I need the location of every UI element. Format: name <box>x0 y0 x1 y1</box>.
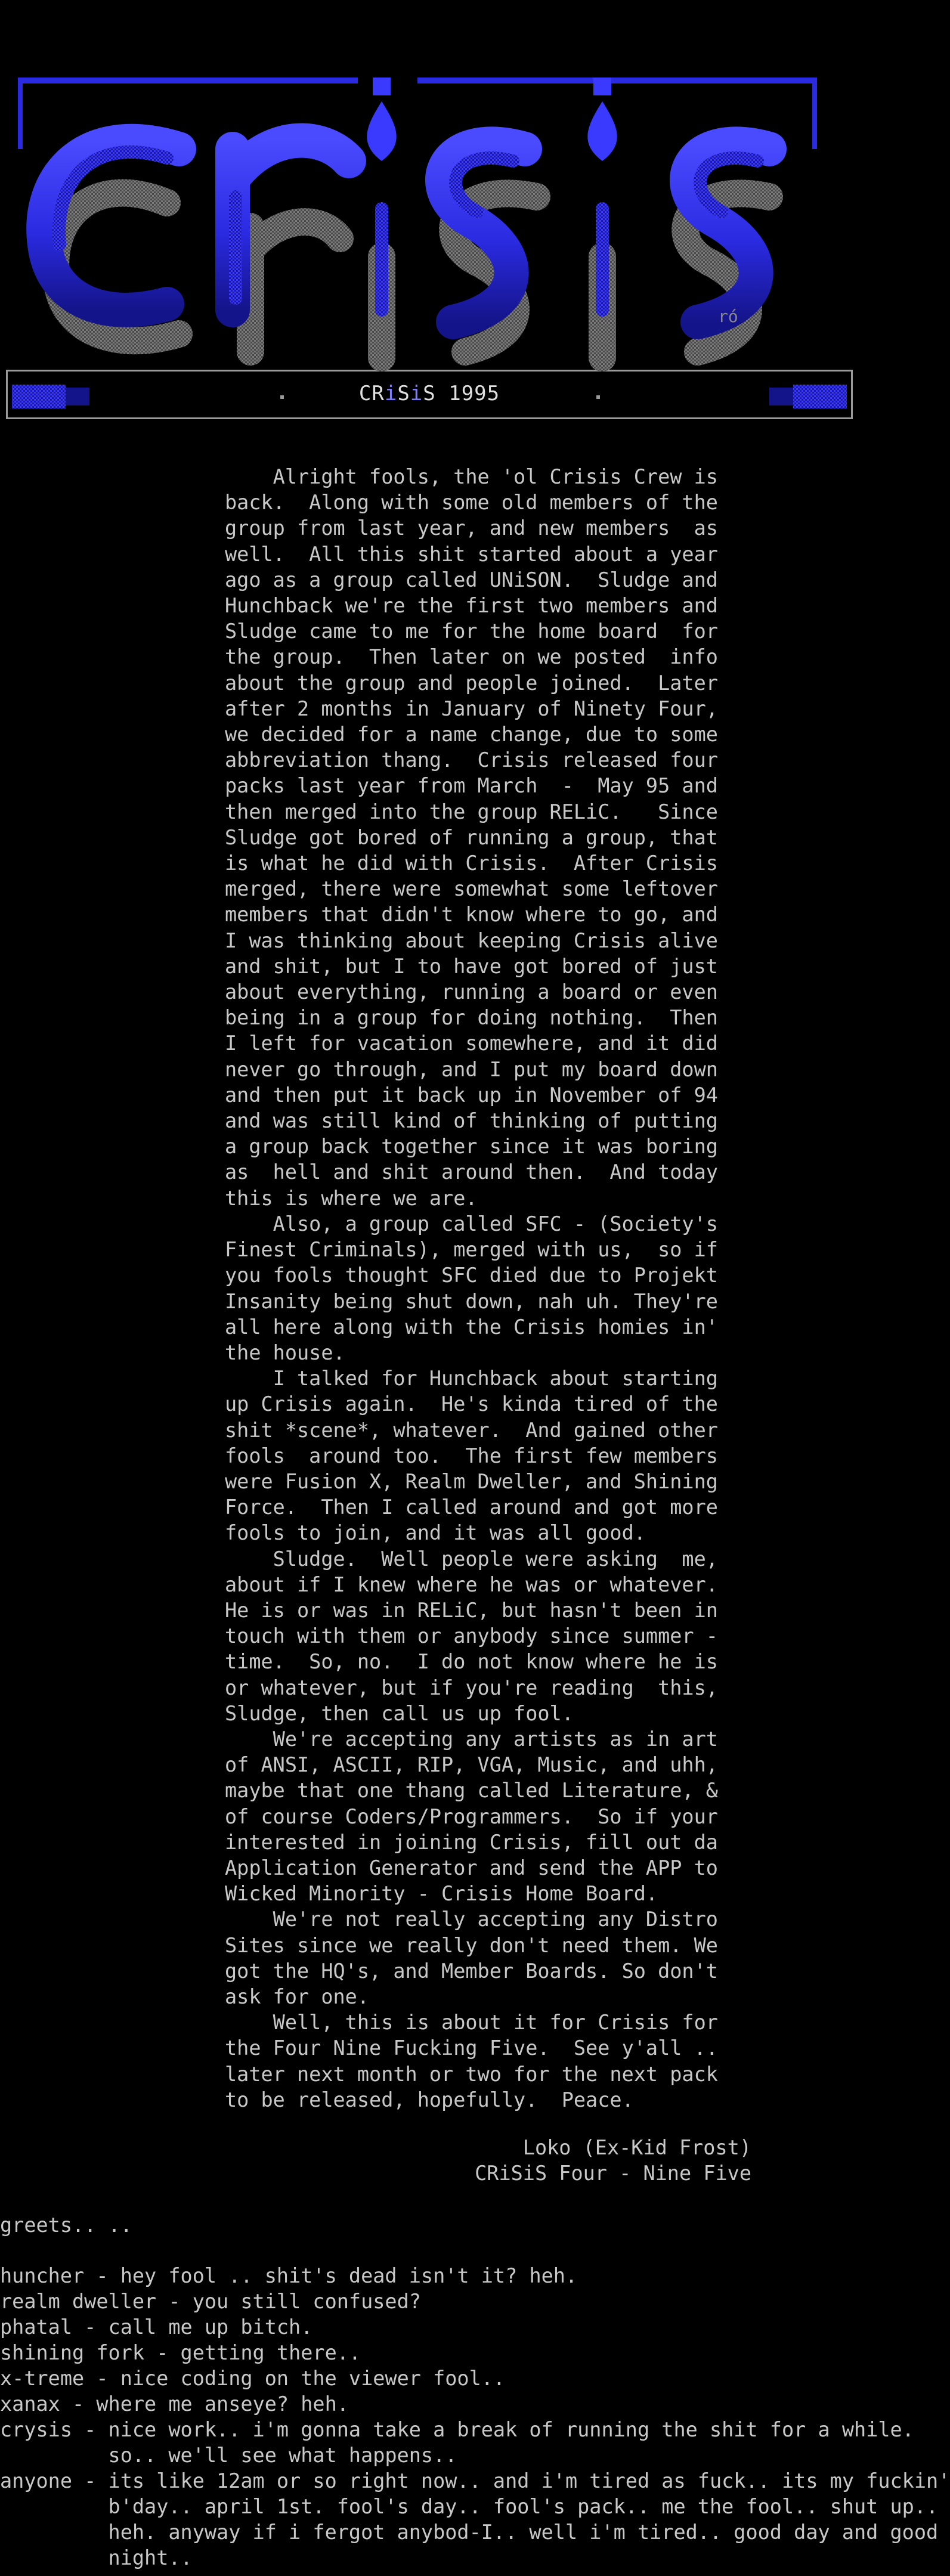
story-line: touch with them or anybody since summer - <box>225 1624 718 1648</box>
story-line: being in a group for doing nothing. Then <box>225 1006 718 1030</box>
story-line: packs last year from March - May 95 and <box>225 774 718 798</box>
greet-separator: - <box>72 2418 109 2441</box>
signoff-name: Loko (Ex-Kid Frost) <box>522 2136 751 2159</box>
banner-title: CRiSiS 1995 <box>358 382 500 405</box>
greet-entry <box>0 2314 859 2340</box>
story-line: a group back together since it was boring <box>225 1135 718 1159</box>
greet-message: nice coding on the viewer fool.. <box>120 2367 506 2390</box>
story-line: is what he did with Crisis. After Crisis <box>225 852 718 875</box>
story-line: and then put it back up in November of 94 <box>225 1083 718 1107</box>
story-line: all here along with the Crisis homies in' <box>225 1315 718 1339</box>
story-line: Hunchback we're the first two members and <box>225 594 718 618</box>
story-line: about if I knew where he was or whatever. <box>225 1572 718 1596</box>
greet-entry <box>0 2417 914 2442</box>
story-line: well. All this shit started about a year <box>225 542 718 566</box>
story-line: Sludge came to me for the home board for <box>225 620 718 643</box>
greet-message: hey fool .. shit's dead isn't it? heh. <box>120 2264 578 2287</box>
story-line: Insanity being shut down, nah uh. They're <box>225 1289 718 1313</box>
story-line: I talked for Hunchback about starting <box>225 1367 718 1391</box>
greet-entry-continued <box>0 2494 939 2519</box>
story-line: of ANSI, ASCII, RIP, VGA, Music, and uhh, <box>225 1753 718 1777</box>
story-line: Sludge, then call us up fool. <box>225 1701 574 1725</box>
story-line: back. Along with some old members of the <box>225 491 718 515</box>
story-line: later next month or two for the next pack <box>225 2062 718 2086</box>
story-line: I left for vacation somewhere, and it did <box>225 1032 718 1055</box>
story-line: and shit, but I to have got bored of just <box>225 954 718 978</box>
greet-name: shining fork <box>0 2341 145 2364</box>
greets-heading: greets.. .. <box>0 2213 132 2237</box>
story-line: Alright fools, the 'ol Crisis Crew is <box>225 465 718 488</box>
greet-message: so.. we'll see what happens.. <box>108 2444 457 2467</box>
story-line: merged, there were somewhat some leftover <box>225 877 718 901</box>
story-line: as hell and shit around then. And today <box>225 1160 718 1184</box>
greet-message: where me anseye? heh. <box>96 2392 349 2416</box>
story-line: Well, this is about it for Crisis for <box>225 2011 718 2035</box>
greet-entry <box>0 2263 859 2289</box>
story-text <box>225 464 718 2113</box>
logo-shadow <box>55 193 769 358</box>
story-line: of course Coders/Programmers. So if your <box>225 1804 718 1828</box>
greet-name: x-treme <box>0 2367 85 2390</box>
story-line: the Four Nine Fucking Five. See y'all .. <box>225 2036 718 2060</box>
story-line: ask for one. <box>225 1984 370 2008</box>
story-line: group from last year, and new members as <box>225 516 718 540</box>
greet-message: heh. anyway if i fergot anybod-I.. well i'm tired.. good day and good <box>108 2521 939 2544</box>
greet-name: phatal <box>0 2315 73 2339</box>
story-line: about everything, running a board or even <box>225 980 718 1004</box>
story-line: Sludge. Well people were asking me, <box>225 1547 718 1571</box>
story-line: after 2 months in January of Ninety Four, <box>225 696 718 720</box>
greet-message: call me up bitch. <box>108 2315 313 2339</box>
story-line: time. So, no. I do not know where he is <box>225 1650 718 1674</box>
story-line: We're accepting any artists as in art <box>225 1727 718 1751</box>
crisis-logo-banner <box>0 0 859 441</box>
story-line: We're not really accepting any Distro <box>225 1908 718 1931</box>
greet-name: xanax <box>0 2392 60 2416</box>
story-line: got the HQ's, and Member Boards. So don't <box>225 1959 718 1983</box>
story-line: members that didn't know where to go, and <box>225 903 718 927</box>
greet-message: its like 12am or so right now.. and i'm tired as fuck.. its my fuckin' <box>108 2469 950 2493</box>
greet-entry-continued <box>0 2519 939 2545</box>
greet-separator: - <box>72 2469 109 2493</box>
story-line: the house. <box>225 1340 345 1364</box>
story-line: or whatever, but if you're reading this, <box>225 1676 718 1699</box>
story-line: Force. Then I called around and got more <box>225 1496 718 1519</box>
signoff-group: CRiSiS Four - Nine Five <box>475 2162 751 2185</box>
story-line: we decided for a name change, due to some <box>225 723 718 747</box>
story-line: Sludge got bored of running a group, that <box>225 825 718 849</box>
story-line: you fools thought SFC died due to Projekt <box>225 1264 718 1287</box>
story-line: about the group and people joined. Later <box>225 671 718 695</box>
story-line: shit *scene*, whatever. And gained other <box>225 1418 718 1442</box>
story-line: never go through, and I put my board down <box>225 1057 718 1081</box>
story-line: fools around too. The first few members <box>225 1444 718 1467</box>
story-line: abbreviation thang. Crisis released four <box>225 748 718 772</box>
story-line: ago as a group called UNiSON. Sludge and <box>225 568 718 592</box>
story-line: Application Generator and send the APP to <box>225 1856 718 1880</box>
greet-entry <box>0 2366 859 2391</box>
greet-name: realm dweller <box>0 2290 157 2313</box>
artist-tag: ró <box>718 306 738 326</box>
greet-separator: - <box>144 2341 181 2364</box>
story-line: this is where we are. <box>225 1186 478 1210</box>
story-line: interested in joining Crisis, fill out da <box>225 1830 718 1854</box>
greets-list <box>0 2263 950 2571</box>
greet-separator: - <box>156 2290 193 2313</box>
logo-letters <box>44 141 769 322</box>
logo-dither-highlights <box>59 152 757 310</box>
greet-message: nice work.. i'm gonna take a break of running the shit for a while. <box>108 2418 914 2441</box>
greet-entry-continued <box>0 2442 859 2468</box>
greet-entry <box>0 2289 859 2314</box>
greet-message: b'day.. april 1st. fool's day.. fool's pack.. me the fool.. shut up.. <box>108 2495 939 2518</box>
story-line: Wicked Minority - Crisis Home Board. <box>225 1882 658 1906</box>
greet-entry <box>0 2340 859 2366</box>
greet-message: getting there.. <box>180 2341 361 2364</box>
greet-separator: - <box>72 2315 109 2339</box>
greet-separator: - <box>60 2392 97 2416</box>
story-line: maybe that one thang called Literature, & <box>225 1779 718 1803</box>
story-line: Sites since we really don't need them. We <box>225 1933 718 1957</box>
story-line: the group. Then later on we posted info <box>225 645 718 669</box>
story-line: He is or was in RELiC, but hasn't been in <box>225 1598 718 1622</box>
greet-entry <box>0 2468 950 2494</box>
greet-message: night.. <box>108 2546 193 2569</box>
story-line: Also, a group called SFC - (Society's <box>225 1212 718 1236</box>
greet-separator: - <box>84 2367 120 2390</box>
greet-name: huncher <box>0 2264 85 2287</box>
story-line: and was still kind of thinking of putting <box>225 1109 718 1133</box>
story-line: were Fusion X, Realm Dweller, and Shining <box>225 1469 718 1493</box>
greet-name: anyone <box>0 2469 73 2493</box>
greet-separator: - <box>84 2264 120 2287</box>
greet-message: you still confused? <box>192 2290 421 2313</box>
greet-entry <box>0 2391 859 2417</box>
story-line: up Crisis again. He's kinda tired of the <box>225 1392 718 1416</box>
story-line: fools to join, and it was all good. <box>225 1521 646 1545</box>
story-line: then merged into the group RELiC. Since <box>225 800 718 823</box>
greet-name: crysis <box>0 2418 73 2441</box>
story-line: I was thinking about keeping Crisis alive <box>225 928 718 952</box>
greet-entry-continued <box>0 2545 859 2571</box>
story-line: to be released, hopefully. Peace. <box>225 2088 634 2111</box>
story-line: Finest Criminals), merged with us, so if <box>225 1238 718 1262</box>
